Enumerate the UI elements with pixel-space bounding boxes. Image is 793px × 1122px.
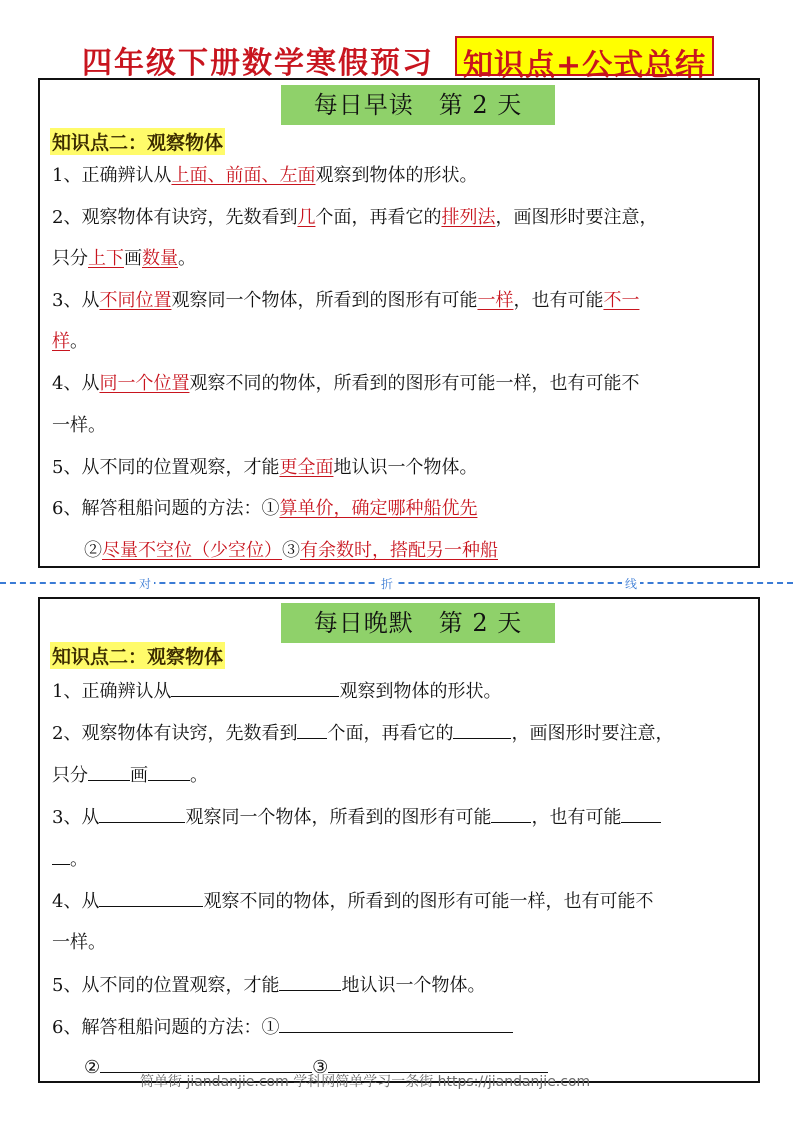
text: 观察同一个物体，所看到的图形有可能 <box>171 290 478 311</box>
item-3-cont <box>52 847 748 872</box>
item-3-cont <box>52 330 748 354</box>
text: 地认识一个物体。 <box>341 975 486 996</box>
text: 2、观察物体有诀窍，先数看到 <box>52 207 298 228</box>
item-1 <box>52 164 748 188</box>
text: 6、解答租船问题的方法：① <box>52 1017 280 1038</box>
fill-blank[interactable] <box>171 679 339 697</box>
section-title: 知识点二：观察物体 <box>50 128 225 155</box>
text: 。 <box>190 765 208 786</box>
item-6-cont <box>84 539 748 563</box>
text: 观察不同的物体，所看到的图形有可能一样，也有可能不 <box>203 891 654 912</box>
text: 观察不同的物体，所看到的图形有可能一样，也有可能不 <box>189 373 640 394</box>
fill-blank[interactable] <box>297 721 327 739</box>
item-6 <box>52 497 748 521</box>
text: 5、从不同的位置观察，才能 <box>52 975 280 996</box>
text: 个面，再看它的 <box>327 723 454 744</box>
morning-banner: 每日早读 第 2 天 <box>281 85 555 125</box>
page-title: 四年级下册数学寒假预习 <box>82 46 434 81</box>
item-2-cont <box>52 247 748 271</box>
text: 4、从 <box>52 373 100 394</box>
text: 个面，再看它的 <box>315 207 442 228</box>
section-title: 知识点二：观察物体 <box>50 642 225 669</box>
text: 画 <box>124 248 142 269</box>
text: 2、观察物体有诀窍，先数看到 <box>52 723 298 744</box>
answer: 更全面 <box>279 457 334 478</box>
text: ，也有可能 <box>513 290 604 311</box>
text: 1、正确辨认从 <box>52 165 172 186</box>
answer: 上下 <box>88 248 124 269</box>
text: 3、从 <box>52 290 100 311</box>
answer: 同一个位置 <box>99 373 190 394</box>
text: 观察到物体的形状。 <box>315 165 478 186</box>
fill-blank[interactable] <box>491 805 531 823</box>
text: 4、从 <box>52 891 100 912</box>
text: 观察同一个物体，所看到的图形有可能 <box>185 807 492 828</box>
fill-blank[interactable] <box>88 763 130 781</box>
item-2 <box>52 206 748 230</box>
item-5 <box>52 456 748 480</box>
evening-recall-box <box>38 597 760 1083</box>
item-3 <box>52 805 748 830</box>
text: ② <box>84 1057 101 1078</box>
item-4-cont <box>52 931 748 955</box>
answer: 尽量不空位（少空位） <box>102 540 282 561</box>
page-header <box>0 36 793 83</box>
answer: 有余数时，搭配另一种船 <box>300 540 498 561</box>
text: 一样。 <box>52 932 106 953</box>
text: ③ <box>312 1057 329 1078</box>
fold-char: 线 <box>622 575 640 592</box>
answer: 排列法 <box>441 207 496 228</box>
evening-banner: 每日晚默 第 2 天 <box>281 603 555 643</box>
text: 画 <box>130 765 148 786</box>
item-1 <box>52 679 748 704</box>
text: 一样。 <box>52 415 106 436</box>
fill-blank[interactable] <box>279 1015 513 1033</box>
item-6 <box>52 1015 748 1040</box>
answer: 一样 <box>477 290 514 311</box>
answer: 数量 <box>142 248 178 269</box>
answer: 上面、前面、左面 <box>171 165 316 186</box>
item-4 <box>52 889 748 914</box>
fold-char: 折 <box>378 575 396 592</box>
watermark: 简单街 jiandanjie.com 学科网简单学习一条街 https://jiandanjie.com <box>140 1074 591 1090</box>
answer: 样 <box>52 331 70 352</box>
answer: 不一 <box>603 290 640 311</box>
text: 。 <box>70 331 88 352</box>
text: ，也有可能 <box>531 807 622 828</box>
text: ，画图形时要注意， <box>495 207 658 228</box>
morning-reading-box <box>38 78 760 568</box>
fill-blank[interactable] <box>453 721 511 739</box>
item-2 <box>52 721 748 746</box>
text: 只分 <box>52 248 88 269</box>
text: 地认识一个物体。 <box>333 457 478 478</box>
fold-dashes <box>0 582 793 584</box>
text: 5、从不同的位置观察，才能 <box>52 457 280 478</box>
text: 只分 <box>52 765 88 786</box>
fill-blank[interactable] <box>148 763 190 781</box>
item-4-cont <box>52 414 748 438</box>
fill-blank[interactable] <box>279 973 341 991</box>
item-3 <box>52 289 748 313</box>
text: 。 <box>70 849 88 870</box>
fill-blank[interactable] <box>99 889 203 907</box>
title-highlight: 知识点+公式总结 <box>455 36 714 76</box>
fill-blank[interactable] <box>621 805 661 823</box>
answer: 不同位置 <box>99 290 172 311</box>
text: 观察到物体的形状。 <box>339 681 502 702</box>
fill-blank[interactable] <box>52 847 70 865</box>
text: 3、从 <box>52 807 100 828</box>
text: ，画图形时要注意， <box>511 723 674 744</box>
answer: 几 <box>297 207 316 228</box>
answer: 算单价，确定哪种船优先 <box>279 498 478 519</box>
item-5 <box>52 973 748 998</box>
item-4 <box>52 372 748 396</box>
text: ② <box>84 540 102 561</box>
text: 。 <box>178 248 196 269</box>
fold-line <box>0 576 793 590</box>
fold-char: 对 <box>136 575 154 592</box>
text: 1、正确辨认从 <box>52 681 172 702</box>
text: 6、解答租船问题的方法：① <box>52 498 280 519</box>
fill-blank[interactable] <box>99 805 185 823</box>
text: ③ <box>282 540 300 561</box>
item-2-cont <box>52 763 748 788</box>
